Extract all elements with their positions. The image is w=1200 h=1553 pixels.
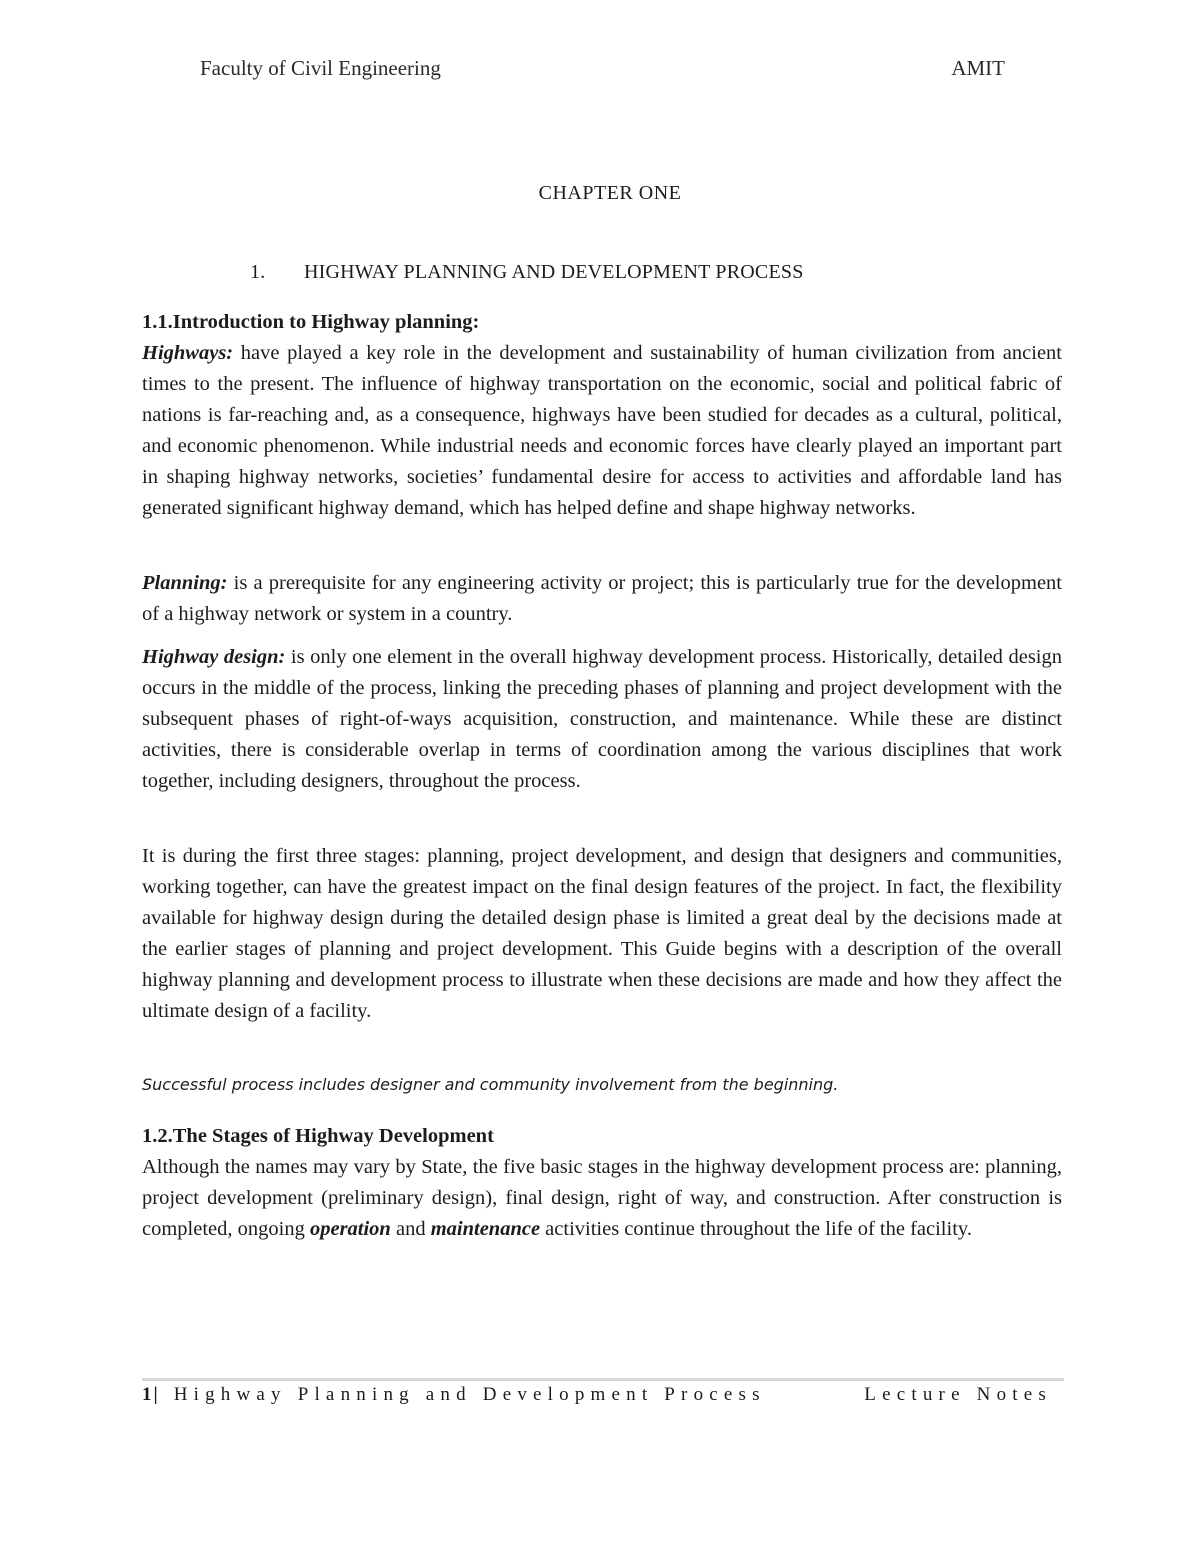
chapter-title: CHAPTER ONE [538,182,682,204]
paragraph-planning-block [142,568,1062,630]
page-number: 1| [142,1384,160,1405]
paragraph-highway-design [142,642,1062,797]
paragraph-five-stages-text-a: Although the names may vary by State, the five basic stages in the highway development process are: planning, project development (preliminary design), final design, right of way, and construction. After construction is completed, ongoing [142,1156,1062,1240]
section-2-title: 1.2.The Stages of Highway Development [142,1125,494,1147]
term-maintenance: maintenance [430,1218,541,1240]
header-faculty: Faculty of Civil Engineering [200,56,441,80]
paragraph-highways [142,338,1062,524]
header-institution: AMIT [951,56,1005,80]
main-heading-text: HIGHWAY PLANNING AND DEVELOPMENT PROCESS [304,261,804,283]
paragraph-design-block [142,642,1062,797]
paragraph-five-stages-text-b: and [390,1218,431,1240]
main-heading [250,261,804,284]
term-highways: Highways: [142,342,234,364]
term-operation: operation [309,1218,391,1240]
paragraph-first-three-stages: It is during the first three stages: planning, project development, and design that designers and communities, working together, can have the greatest impact on the final design features of the project. In fact, the flexibility available for highway design during the detailed design phase is limited a great deal by the decisions made at the earlier stages of planning and project development. This Guide begins with a description of the overall highway planning and development process to illustrate when these decisions are made and how they affect the ultimate design of a facility. [142,845,1062,1022]
paragraph-planning-text: is a prerequisite for any engineering activity or project; this is particularly true for the development of a highway network or system in a country. [142,572,1062,625]
footer-title: Highway Planning and Development Process [173,1384,766,1405]
section-1 [142,307,1062,524]
paragraph-highway-design-text: is only one element in the overall highway development process. Historically, detailed design occurs in the middle of the process, linking the preceding phases of planning and project development with the subsequent phases of right-of-ways acquisition, construction, and maintenance. While these are distinct activities, there is considerable overlap in terms of coordination among the various disciplines that work together, including designers, throughout the process. [142,646,1062,792]
process-note: Successful process includes designer and community involvement from the beginning. [142,1075,839,1094]
paragraph-planning [142,568,1062,630]
paragraph-stages-block [142,841,1062,1027]
term-highway-design: Highway design: [142,646,286,668]
page-footer [142,1384,1052,1406]
section-1-title: 1.1.Introduction to Highway planning: [142,311,480,333]
paragraph-highways-text: have played a key role in the development and sustainability of human civilization from ancient times to the present. The influence of highway transportation on the economic, social and political fabric of nations is far-reaching and, as a consequence, highways have been studied for decades as a cultural, political, and economic phenomenon. While industrial needs and economic forces have clearly played an important part in shaping highway networks, societies’ fundamental desire for access to activities and affordable land has generated significant highway demand, which has helped define and shape highway networks. [142,342,1062,519]
paragraph-five-stages-text-c: activities continue throughout the life of the facility. [540,1218,972,1240]
term-planning: Planning: [142,572,228,594]
footer-rule [142,1378,1064,1381]
section-2 [142,1121,1062,1245]
footer-lecture-notes: Lecture Notes [864,1384,1052,1405]
paragraph-five-stages [142,1152,1062,1245]
main-heading-number: 1. [250,261,266,283]
